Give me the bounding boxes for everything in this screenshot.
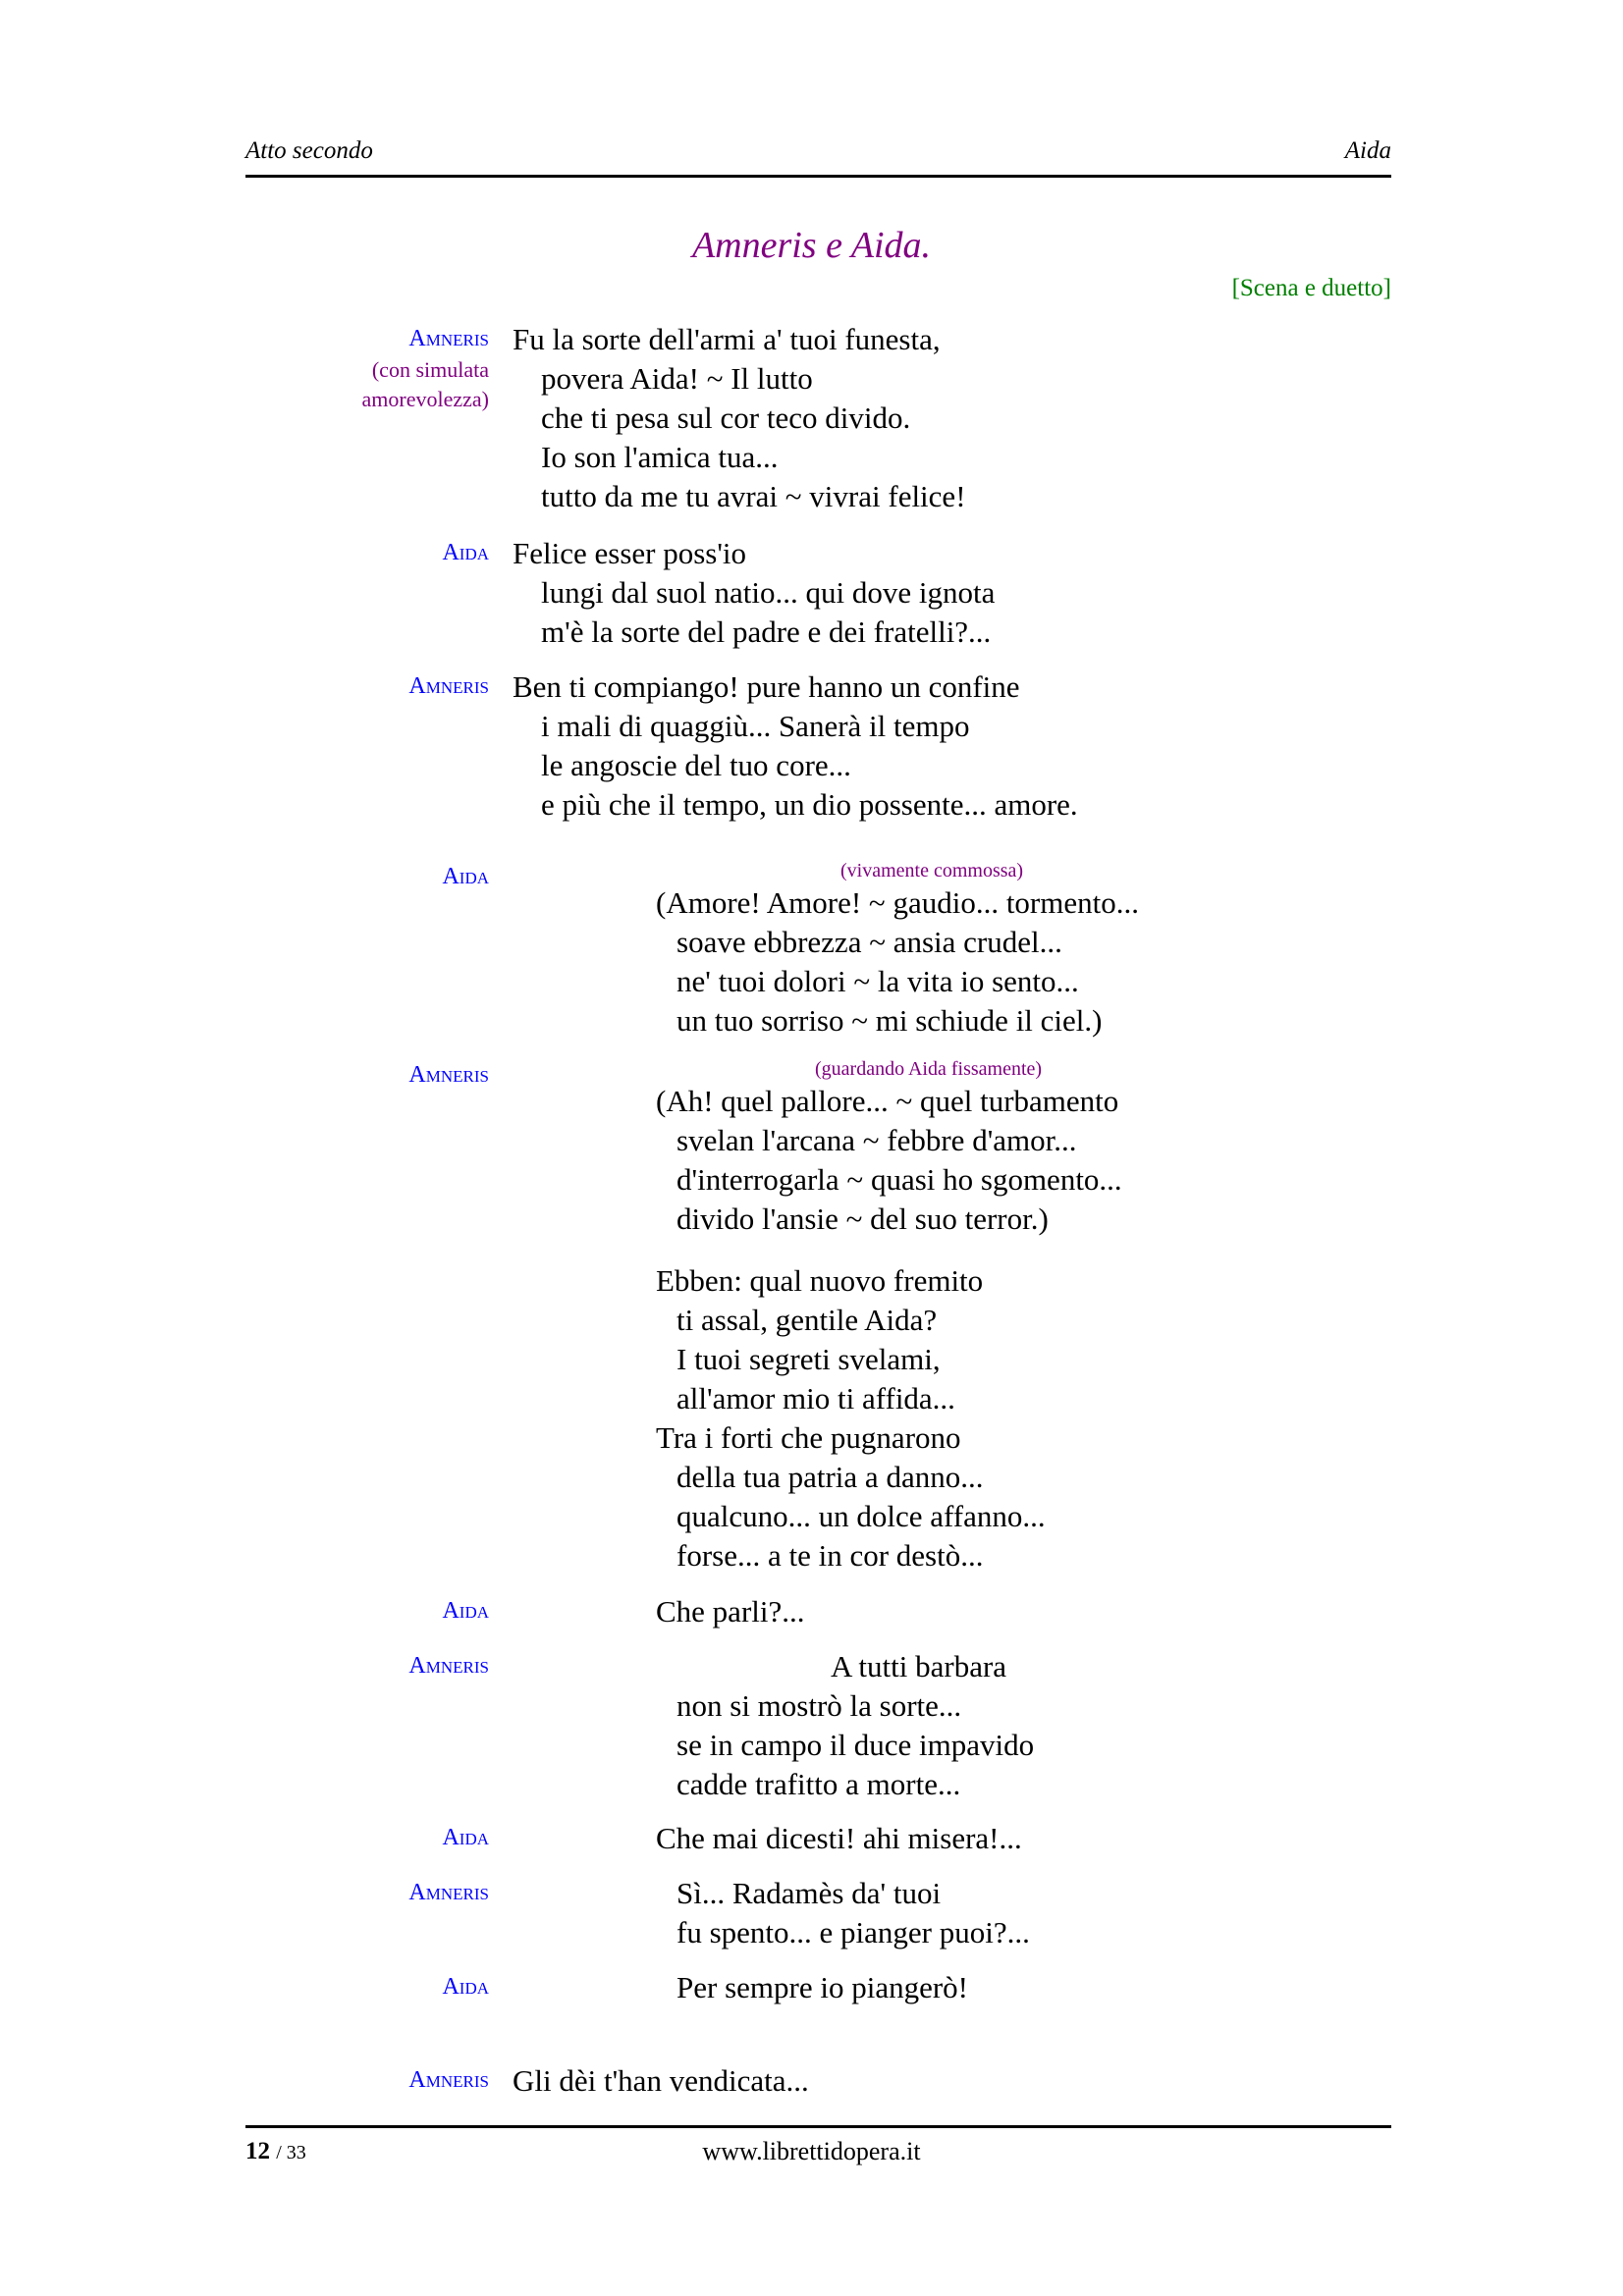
speaker-label: Amneris bbox=[408, 673, 489, 699]
scene-label: [Scena e duetto] bbox=[1231, 275, 1391, 301]
verse-line: d'interrogarla ~ quasi ho sgomento... bbox=[676, 1162, 1122, 1197]
verse-line: che ti pesa sul cor teco divido. bbox=[541, 400, 911, 435]
verse-line: non si mostrò la sorte... bbox=[676, 1688, 962, 1723]
verse-line: soave ebbrezza ~ ansia crudel... bbox=[676, 925, 1062, 959]
speaker-label: Amneris bbox=[408, 2067, 489, 2093]
verse-line: fu spento... e pianger puoi?... bbox=[676, 1915, 1030, 1949]
verse-line: se in campo il duce impavido bbox=[676, 1728, 1035, 1762]
stage-direction bbox=[362, 355, 489, 414]
stage-direction-line: (con simulata bbox=[371, 357, 489, 382]
verse-line: all'amor mio ti affida... bbox=[676, 1381, 955, 1415]
verse-line: le angoscie del tuo core... bbox=[541, 748, 851, 782]
running-header-left: Atto secondo bbox=[245, 137, 373, 164]
stage-direction-line: amorevolezza) bbox=[361, 387, 489, 411]
footer-url[interactable]: www.librettidopera.it bbox=[702, 2137, 921, 2165]
verse-line: A tutti barbara bbox=[831, 1649, 1007, 1683]
speaker-label: Amneris bbox=[408, 1062, 489, 1088]
verse-line: forse... a te in cor destò... bbox=[676, 1538, 984, 1573]
speaker-label: Aida bbox=[442, 1974, 489, 2000]
verse-line: (Amore! Amore! ~ gaudio... tormento... bbox=[656, 885, 1139, 920]
verse-line: Che parli?... bbox=[656, 1594, 805, 1629]
speaker-label: Amneris bbox=[408, 1653, 489, 1679]
verse-block bbox=[656, 1592, 805, 1631]
scene-title: Amneris e Aida. bbox=[691, 225, 932, 266]
verse-line: tutto da me tu avrai ~ vivrai felice! bbox=[541, 479, 966, 513]
verse-block bbox=[513, 534, 995, 652]
verse-line: Per sempre io piangerò! bbox=[676, 1970, 968, 2004]
verse-line: (Ah! quel pallore... ~ quel turbamento bbox=[656, 1084, 1119, 1118]
verse-line: povera Aida! ~ Il lutto bbox=[541, 361, 813, 396]
verse-block bbox=[656, 883, 1139, 1041]
verse-line: ti assal, gentile Aida? bbox=[676, 1303, 938, 1337]
speaker-label: Aida bbox=[442, 1825, 489, 1850]
speaker-label: Aida bbox=[442, 540, 489, 565]
verse-block bbox=[656, 1647, 1034, 1804]
verse-block bbox=[676, 1968, 968, 2007]
verse-line: svelan l'arcana ~ febbre d'amor... bbox=[676, 1123, 1077, 1157]
verse-line: Felice esser poss'io bbox=[513, 536, 747, 570]
speaker-label: Aida bbox=[442, 1598, 489, 1624]
verse-line: e più che il tempo, un dio possente... amore. bbox=[541, 787, 1078, 822]
verse-block bbox=[656, 1082, 1122, 1239]
verse-line: Che mai dicesti! ahi misera!... bbox=[656, 1821, 1022, 1855]
verse-block bbox=[513, 667, 1078, 825]
verse-line: cadde trafitto a morte... bbox=[676, 1767, 961, 1801]
speaker-label: Aida bbox=[442, 864, 489, 889]
verse-block bbox=[676, 1874, 1030, 1952]
verse-line: Fu la sorte dell'armi a' tuoi funesta, bbox=[513, 322, 941, 356]
verse-line: I tuoi segreti svelami, bbox=[676, 1342, 941, 1376]
verse-line: Sì... Radamès da' tuoi bbox=[676, 1876, 942, 1910]
verse-block bbox=[656, 1819, 1022, 1858]
speaker-label: Amneris bbox=[408, 326, 489, 351]
speaker-label: Amneris bbox=[408, 1880, 489, 1905]
verse-block bbox=[513, 320, 966, 516]
verse-line: Ebben: qual nuovo fremito bbox=[656, 1263, 984, 1298]
verse-line: Ben ti compiango! pure hanno un confine bbox=[513, 669, 1020, 704]
verse-line: della tua patria a danno... bbox=[676, 1460, 984, 1494]
header-rule bbox=[245, 175, 1391, 178]
verse-block bbox=[513, 2061, 809, 2101]
verse-line: Io son l'amica tua... bbox=[541, 440, 779, 474]
footer-rule bbox=[245, 2125, 1391, 2128]
current-page: 12 bbox=[245, 2138, 270, 2164]
verse-line: divido l'ansie ~ del suo terror.) bbox=[676, 1201, 1049, 1236]
verse-line: un tuo sorriso ~ mi schiude il ciel.) bbox=[676, 1003, 1103, 1038]
verse-line: m'è la sorte del padre e dei fratelli?... bbox=[541, 614, 992, 649]
verse-line: lungi dal suol natio... qui dove ignota bbox=[541, 575, 996, 610]
verse-line: Gli dèi t'han vendicata... bbox=[513, 2063, 809, 2098]
verse-line: ne' tuoi dolori ~ la vita io sento... bbox=[676, 964, 1079, 998]
total-pages: / 33 bbox=[276, 2142, 306, 2163]
verse-line: qualcuno... un dolce affanno... bbox=[676, 1499, 1046, 1533]
verse-block bbox=[656, 1261, 1046, 1575]
verse-line: i mali di quaggiù... Sanerà il tempo bbox=[541, 709, 970, 743]
verse-line: Tra i forti che pugnarono bbox=[656, 1420, 961, 1455]
stage-direction: (vivamente commossa) bbox=[840, 860, 1024, 881]
running-header-right: Aida bbox=[1344, 137, 1391, 164]
stage-direction: (guardando Aida fissamente) bbox=[815, 1058, 1043, 1080]
